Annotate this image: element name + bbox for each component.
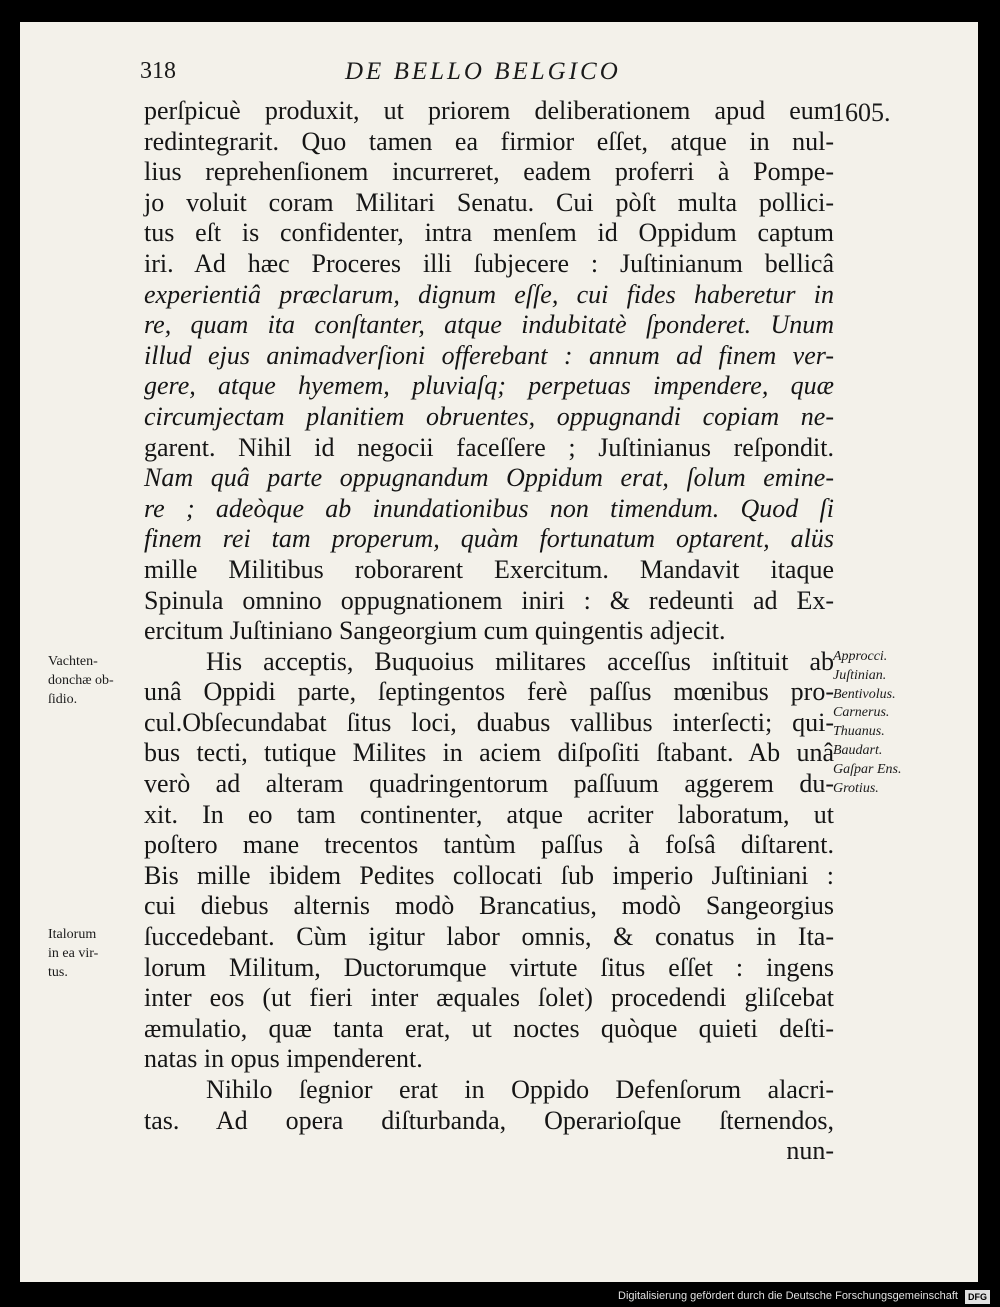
text-line: inter eos (ut fieri inter æquales ſolet) procedendi gliſcebat — [144, 983, 834, 1013]
running-head: DE BELLO BELGICO — [345, 58, 621, 85]
page-header — [140, 58, 840, 92]
text-line: verò ad alteram quadringentorum paſſuum aggerem du- — [144, 769, 834, 799]
text-line: finem rei tam properum, quàm fortunatum optarent, alüs — [144, 524, 834, 554]
text-line: circumjectam planitiem obruentes, oppugnandi copiam ne- — [144, 401, 834, 431]
source-note: Gaſpar Ens. — [833, 761, 902, 777]
source-note: Thuanus. — [833, 724, 885, 740]
text-line: re, quam ita conſtanter, atque indubitatè ſponderet. Unum — [144, 310, 834, 340]
text-line: lius reprehenſionem incurreret, eadem proferri à Pompe- — [144, 157, 834, 187]
margin-note-line: tus. — [48, 965, 68, 980]
margin-note-line: Italorum — [48, 927, 97, 942]
dfg-logo: DFG — [965, 1290, 990, 1304]
text-line: Spinula omnino oppugnationem iniri : & redeunti ad Ex- — [144, 585, 834, 615]
source-note: Juſtinian. — [833, 667, 887, 683]
margin-note-line: donchæ ob- — [48, 673, 114, 688]
text-line: mille Militibus roborarent Exercitum. Mandavit itaque — [144, 554, 834, 584]
body-text — [144, 96, 834, 1167]
text-line: unâ Oppidi parte, ſeptingentos ferè paſſus mœnibus pro- — [144, 677, 834, 707]
source-note: Approcci. — [833, 649, 888, 664]
source-note: Bentivolus. — [833, 686, 896, 702]
source-note: Baudart. — [833, 742, 883, 758]
text-line: poſtero mane trecentos tantùm paſſus à foſsâ diſtarent. — [144, 830, 834, 860]
text-line: garent. Nihil id negocii faceſſere ; Juſtinianus reſpondit. — [144, 432, 834, 462]
text-line: cui diebus alternis modò Brancatius, modò Sangeorgius — [144, 891, 834, 921]
text-line: redintegrarit. Quo tamen ea firmior eſſet, atque in nul- — [144, 126, 834, 156]
text-line: xit. In eo tam continenter, atque acriter laboratum, ut — [144, 799, 834, 829]
text-line: ſuccedebant. Cùm igitur labor omnis, & conatus in Ita- — [144, 922, 834, 952]
margin-note-italorum — [48, 925, 143, 982]
margin-note-line: Vachten- — [48, 654, 98, 669]
year-marginal: 1605. — [832, 98, 891, 127]
source-note: Carnerus. — [833, 705, 890, 721]
margin-sources — [833, 648, 953, 798]
text-line: iri. Ad hæc Proceres illi ſubjecere : Juſtinianum bellicâ — [144, 248, 834, 278]
text-line: tas. Ad opera diſturbanda, Operarioſque ſternendos, — [144, 1105, 834, 1135]
text-line: Nam quâ parte oppugnandum Oppidum erat, ſolum emine- — [144, 463, 834, 493]
text-line: jo voluit coram Militari Senatu. Cui pòſt multa pollici- — [144, 187, 834, 217]
source-note: Grotius. — [833, 780, 879, 796]
text-line: lorum Militum, Ductorumque virtute ſitus eſſet : ingens — [144, 952, 834, 982]
text-line: cul.Obſecundabat ſitus loci, duabus vallibus interſecti; qui- — [144, 707, 834, 737]
text-line: His acceptis, Buquoius militares acceſſus inſtituit ab — [206, 646, 834, 676]
text-line: ercitum Juſtiniano Sangeorgium cum quingentis adjecit. — [144, 616, 726, 646]
text-line: gere, atque hyemem, pluviaſq; perpetuas impendere, quæ — [144, 371, 834, 401]
text-line: perſpicuè produxit, ut priorem deliberationem apud eum — [144, 96, 834, 125]
funding-notice: Digitalisierung gefördert durch die Deutsche Forschungsgemeinschaft — [618, 1290, 958, 1302]
text-line: experientiâ præclarum, dignum eſſe, cui fides haberetur in — [144, 279, 834, 309]
margin-note-line: in ea vir- — [48, 946, 99, 961]
margin-note-line: ſidio. — [48, 692, 78, 707]
text-line: re ; adeòque ab inundationibus non timendum. Quod ſi — [144, 493, 834, 523]
text-line: bus tecti, tutique Milites in aciem diſpoſiti ſtabant. Ab unâ — [144, 738, 834, 768]
text-line: Nihilo ſegnior erat in Oppido Defenſorum alacri- — [206, 1075, 834, 1104]
text-line: natas in opus impenderent. — [144, 1044, 423, 1074]
text-line: illud ejus animadverſioni offerebant : annum ad finem ver- — [144, 340, 834, 370]
scanned-page — [20, 22, 978, 1282]
catchword: nun- — [786, 1136, 834, 1166]
text-line: tus eſt is confidenter, intra menſem id Oppidum captum — [144, 218, 834, 248]
margin-note-vachtendonck — [48, 652, 143, 709]
text-line: Bis mille ibidem Pedites collocati ſub imperio Juſtiniani : — [144, 860, 834, 890]
text-line: æmulatio, quæ tanta erat, ut noctes quòque quieti deſti- — [144, 1013, 834, 1043]
page-number: 318 — [140, 58, 176, 84]
